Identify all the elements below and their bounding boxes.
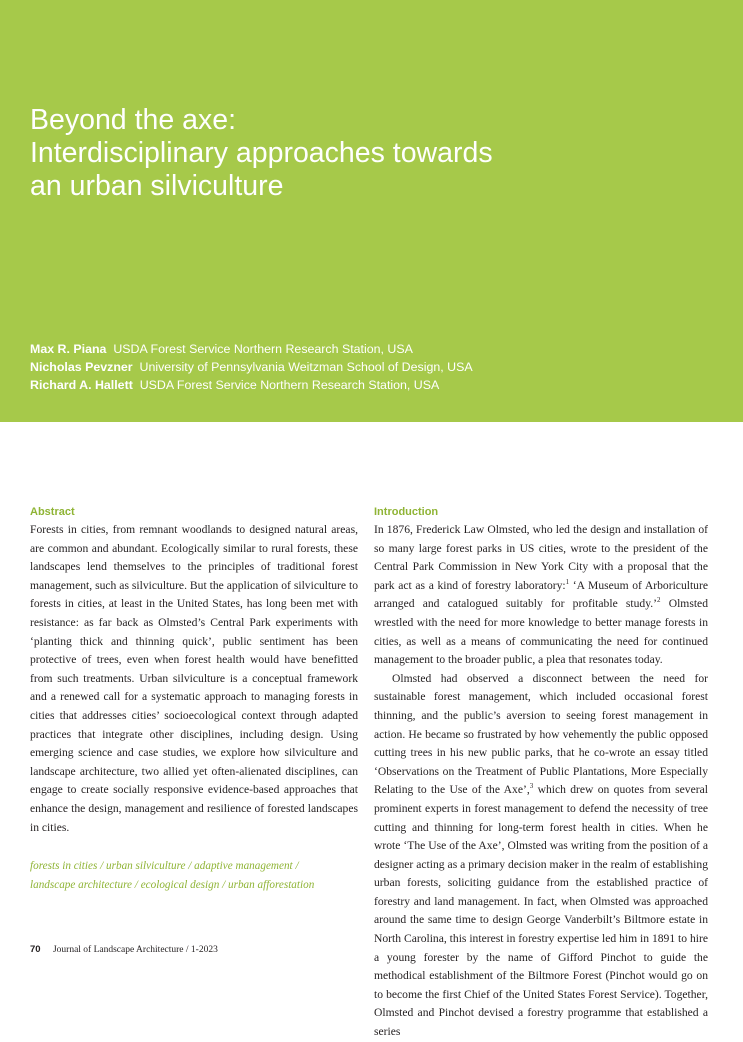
author-name: Max R. Piana [30, 342, 107, 356]
text-run: In 1876, Frederick Law Olmsted, who led the design and installation of so many large forest parks in US cities, wrote to the president of the Central Park Commission in New York City with a proposal that the park act as a kind of forestry laboratory: [374, 523, 708, 592]
author-list [30, 340, 730, 394]
author-affiliation: USDA Forest Service Northern Research Station, USA [139, 378, 440, 392]
text-run: ‘A Museum of Arboriculture arranged and catalogued suitably for profitable study.’ [374, 578, 708, 611]
journal-name: Journal of Landscape Architecture / 1-2023 [52, 945, 218, 955]
title-line: Beyond the axe: [30, 104, 236, 136]
introduction-column [374, 505, 708, 1042]
author-affiliation: USDA Forest Service Northern Research Station, USA [113, 342, 413, 356]
author-name: Richard A. Hallett [30, 378, 133, 392]
introduction-heading: Introduction [374, 506, 439, 518]
abstract-column [30, 505, 358, 894]
keywords [30, 857, 358, 894]
abstract-heading: Abstract [30, 506, 75, 518]
title-banner [0, 0, 743, 422]
author-name: Nicholas Pevzner [30, 360, 133, 374]
text-run: which drew on quotes from several prominent experts in forest management to defend the necessity of tree cutting and thinning for long-term forest health in cities. When he wrote ‘The Use of the Axe’, Olmsted was writing from the position of a designer acting as a primary decision maker in the realm of establishing urban forests, soliciting guidance from the established practice of forestry and land management. In fact, when Olmsted was approached around the same time to design George Vanderbilt’s Biltmore estate in North Carolina, this interest in forestry expertise led him in 1891 to hire a young forester by the name of Gifford Pinchot to guide the methodical establishment of the Biltmore Forest (Pinchot would go on to become the first Chief of the United States Forest Service). Together, Olmsted and Pinchot devised a forestry programme that established a series [374, 783, 708, 1039]
author-affiliation: University of Pennsylvania Weitzman School of Design, USA [139, 360, 473, 374]
page-footer [30, 944, 218, 955]
introduction-paragraph [374, 670, 708, 1042]
page-number: 70 [30, 944, 41, 955]
keywords-line: landscape architecture / ecological design / urban afforestation [30, 878, 315, 891]
footnote-ref: 3 [529, 782, 534, 791]
title-line: Interdisciplinary approaches towards [30, 137, 493, 169]
title-line: an urban silviculture [30, 170, 284, 202]
author-row [30, 358, 730, 376]
text-run: Olmsted wrestled with the need for more knowledge to better manage forests in cities, as well as a means of communicating the need for continued management to the broader public, a plea that resonates today. [374, 597, 709, 667]
keywords-line: forests in cities / urban silviculture / adaptive management / [30, 860, 299, 873]
author-row [30, 376, 730, 394]
footnote-ref: 1 [565, 577, 570, 586]
text-run: Olmsted had observed a disconnect between the need for sustainable forest management, which included occasional forest thinning, and the public’s aversion to seeing forest management in action. He became so frustrated by how vehemently the public opposed cutting trees in his new public parks, that he co-wrote an essay titled ‘Observations on the Treatment of Public Plantations, More Especially Relating to the Use of the Axe’, [374, 671, 708, 797]
introduction-paragraph [374, 521, 708, 670]
footnote-ref: 2 [657, 596, 661, 605]
article-title [30, 104, 720, 203]
author-row [30, 340, 730, 358]
abstract-text: Forests in cities, from remnant woodlands to designed natural areas, are common and abundant. Ecologically similar to rural forests, these landscapes lend themselves to the principles of traditional forest management, such as silviculture. But the application of silviculture to forests in cities, at least in the United States, has long been met with resistance: as far back as Olmsted’s Central Park experiments with ‘planting thick and thinning quick’, public sentiment has been protective of trees, even when forest health would have benefitted from such treatments. Urban silviculture is a conceptual framework and a renewed call for a systematic approach to managing forests in cities that addresses cities’ socioecological context through adapted practices that integrate other disciplines, including design. Using emerging science and case studies, we explore how silviculture and landscape architecture, two allied yet often-alienated disciplines, can engage to create socially responsive evidence-based approaches that enhance the design, management and resilience of forested landscapes in cities. [30, 523, 358, 834]
